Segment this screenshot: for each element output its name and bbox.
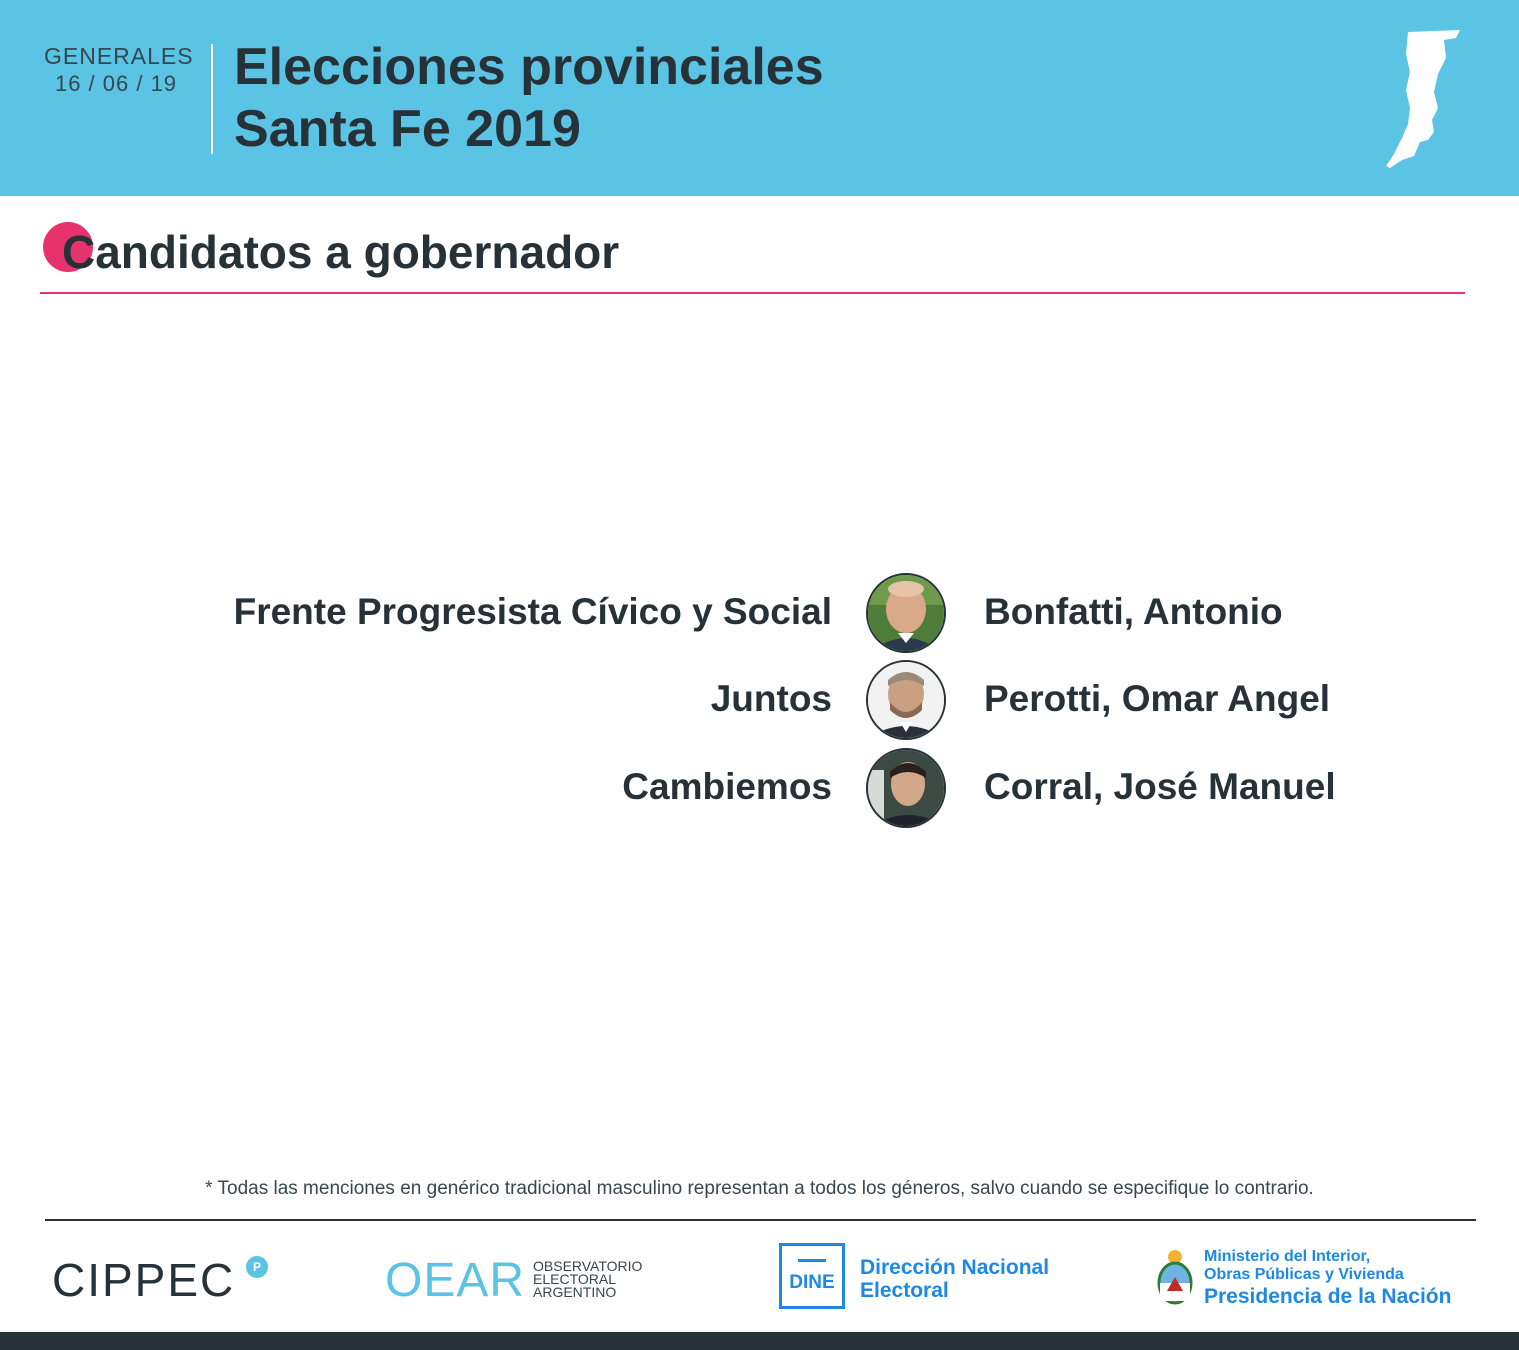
cippec-logo: CIPPEC xyxy=(52,1254,236,1306)
dine-line2: Electoral xyxy=(860,1279,949,1302)
ministry-line1: Ministerio del Interior, xyxy=(1204,1248,1371,1265)
candidate-row xyxy=(0,660,1519,740)
argentina-coat-of-arms-icon xyxy=(1155,1247,1195,1309)
candidate-avatar xyxy=(866,573,946,653)
dine-line1: Dirección Nacional xyxy=(860,1256,1050,1279)
oear-logo-mark: OEAR xyxy=(385,1254,526,1307)
dine-logo-icon xyxy=(779,1243,845,1309)
santa-fe-map-icon xyxy=(1380,28,1466,170)
election-date: 16 / 06 / 19 xyxy=(54,71,178,96)
election-date-block xyxy=(44,42,194,98)
candidate-name: Perotti, Omar Angel xyxy=(984,678,1331,719)
candidate-row xyxy=(0,573,1519,653)
page-title-line2: Santa Fe 2019 xyxy=(234,100,581,158)
gender-footnote: * Todas las menciones en genérico tradicional masculino representan a todos los géneros, salvo cuando se especifique lo contrario. xyxy=(205,1178,1314,1199)
candidate-row xyxy=(0,748,1519,828)
bottom-bar xyxy=(0,1332,1519,1350)
party-name: Frente Progresista Cívico y Social xyxy=(233,591,832,632)
oear-line2: ELECTORAL xyxy=(533,1271,616,1287)
footer-divider xyxy=(45,1219,1476,1221)
ministry-logo-text xyxy=(1204,1248,1451,1310)
section-underline xyxy=(40,292,1465,294)
dine-logo-mark: DINE xyxy=(789,1272,835,1293)
header-divider xyxy=(211,44,213,154)
party-name: Juntos xyxy=(710,678,832,719)
dine-logo-text xyxy=(860,1256,1049,1302)
candidate-name: Corral, José Manuel xyxy=(984,766,1336,807)
election-type: GENERALES xyxy=(44,43,194,69)
page-title-line1: Elecciones provinciales xyxy=(234,38,824,96)
candidate-avatar xyxy=(866,660,946,740)
header-banner xyxy=(0,0,1519,196)
oear-line1: OBSERVATORIO xyxy=(533,1258,643,1274)
candidate-avatar xyxy=(866,748,946,828)
candidate-name: Bonfatti, Antonio xyxy=(984,591,1283,632)
oear-line3: ARGENTINO xyxy=(533,1284,617,1300)
page-title xyxy=(234,36,824,160)
party-name: Cambiemos xyxy=(622,766,832,807)
cippec-badge-icon: P xyxy=(246,1256,268,1278)
ministry-line2: Obras Públicas y Vivienda xyxy=(1204,1266,1404,1283)
oear-logo-text xyxy=(533,1260,642,1299)
section-title: Candidatos a gobernador xyxy=(62,226,620,278)
ministry-line3: Presidencia de la Nación xyxy=(1204,1285,1452,1308)
